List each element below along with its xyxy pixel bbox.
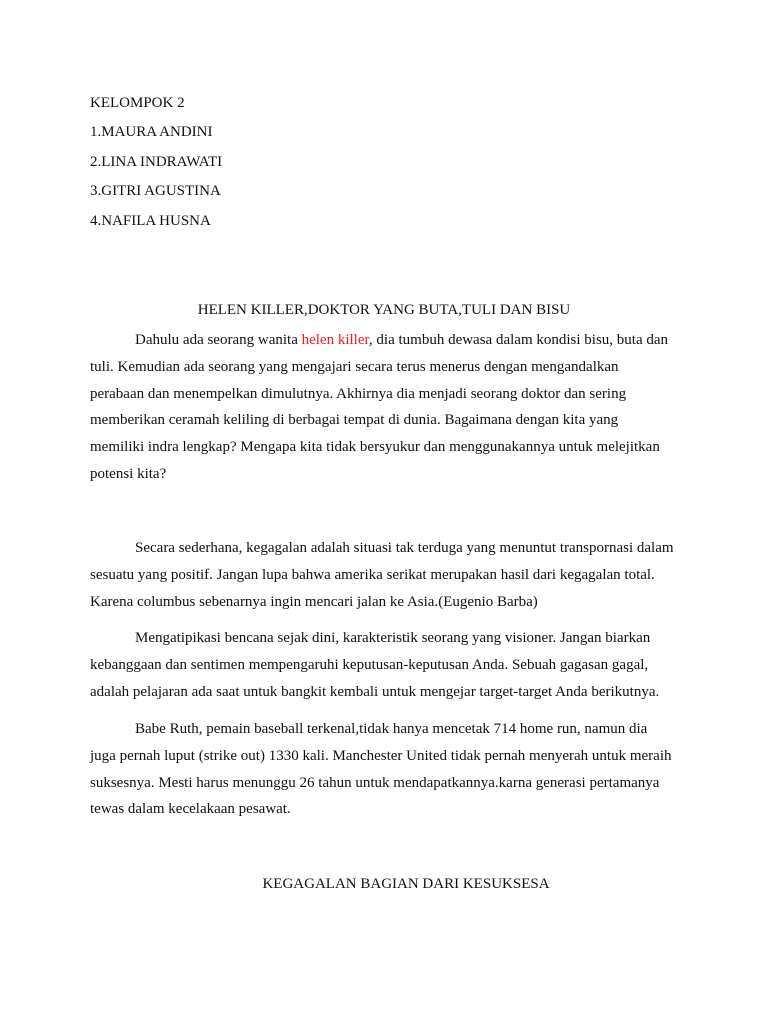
member-4: 4.NAFILA HUSNA: [90, 213, 211, 229]
section-title-helen: HELEN KILLER,DOKTOR YANG BUTA,TULI DAN BISU: [197, 302, 571, 318]
paragraph-helen: [90, 327, 675, 488]
paragraph-helen-after: , dia tumbuh dewasa dalam kondisi bisu, buta dan tuli. Kemudian ada seorang yang mengajari secara terus menerus dengan mengandalkan perabaan dan menempelkan dimulutnya. Akhirnya dia menjadi seorang doktor dan sering memberikan ceramah keliling di berbagai tempat di dunia. Bagaimana dengan kita yang memiliki indra lengkap? Mengapa kita tidak bersyukur dan menggunakannya untuk melejitkan potensi kita?: [90, 332, 669, 482]
member-1: 1.MAURA ANDINI: [90, 124, 213, 140]
member-2: 2.LINA INDRAWATI: [90, 154, 223, 170]
highlight-helen-killer: helen killer: [301, 332, 369, 348]
member-3: 3.GITRI AGUSTINA: [90, 183, 221, 199]
paragraph-babe-ruth: Babe Ruth, pemain baseball terkenal,tidak hanya mencetak 714 home run, namun dia juga pernah luput (strike out) 1330 kali. Manchester United tidak pernah menyerah untuk meraih suksesnya. Mesti harus menunggu 26 tahun untuk mendapatkannya.karna generasi pertamanya tewas dalam kecelakaan pesawat.: [90, 721, 672, 818]
paragraph-helen-before: Dahulu ada seorang wanita: [135, 332, 302, 348]
paragraph-visioner: Mengatipikasi bencana sejak dini, karakteristik seorang yang visioner. Jangan biarkan kebanggaan dan sentimen mempengaruhi keputusan-keputusan Anda. Sebuah gagasan gagal, adalah pelajaran ada saat untuk bangkit kembali untuk mengejar target-target Anda berikutnya.: [90, 630, 660, 700]
section-title-kegagalan: KEGAGALAN BAGIAN DARI KESUKSESA: [262, 876, 550, 892]
group-label: KELOMPOK 2: [90, 95, 185, 111]
paragraph-kegagalan: Secara sederhana, kegagalan adalah situasi tak terduga yang menuntut transpornasi dalam sesuatu yang positif. Jangan lupa bahwa amerika serikat merupakan hasil dari kegagalan total. Karena columbus sebenarnya ingin mencari jalan ke Asia.(Eugenio Barba): [90, 540, 674, 610]
